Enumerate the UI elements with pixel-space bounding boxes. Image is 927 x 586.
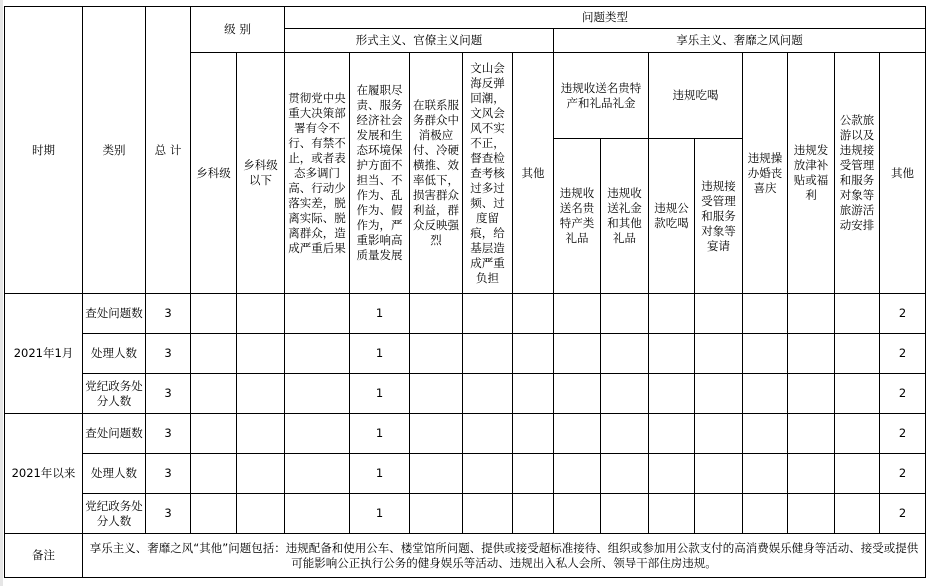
total-cell[interactable]: 3 xyxy=(146,334,191,374)
header-gifts[interactable]: 违规收送名贵特产和礼品礼金 xyxy=(554,53,649,139)
hedonism-other-cell[interactable]: 2 xyxy=(880,494,926,534)
header-period[interactable]: 时期 xyxy=(5,7,83,294)
table-row xyxy=(5,294,926,334)
header-township[interactable]: 乡科级 xyxy=(191,53,237,294)
table-row xyxy=(5,414,926,454)
hedonism-other-cell[interactable]: 2 xyxy=(880,454,926,494)
header-eating-public[interactable]: 违规公款吃喝 xyxy=(649,139,695,294)
row-header-edge xyxy=(0,0,3,586)
header-tourism[interactable]: 公款旅游以及违规接受管理和服务对象等旅游活动安排 xyxy=(835,53,880,294)
row-label[interactable]: 查处问题数 xyxy=(83,294,146,334)
header-level[interactable]: 级 别 xyxy=(191,7,285,53)
header-formalism-other[interactable]: 其他 xyxy=(513,53,554,294)
header-formalism-col-3[interactable]: 在联系服务群众中消极应付、冷硬横推、效率低下，损害群众利益，群众反映强烈 xyxy=(410,53,463,294)
remarks-text[interactable]: 享乐主义、奢靡之风“其他”问题包括：违规配备和使用公车、楼堂馆所问题、提供或接受超标准接待、组织或参加用公款支付的高消费娱乐健身等活动、接受或提供可能影响公正执行公务的健身娱乐等活动、违规出入私人会所、领导干部住房违规。 xyxy=(83,534,926,578)
header-eating[interactable]: 违规吃喝 xyxy=(649,53,743,139)
header-subsidies[interactable]: 违规发放津补贴或福利 xyxy=(788,53,835,294)
header-formalism-col-4[interactable]: 文山会海反弹回潮，文风会风不实不正，督查检查考核过多过频、过度留痕，给基层造成严重负担 xyxy=(463,53,513,294)
header-gifts-specialty[interactable]: 违规收送名贵特产类礼品 xyxy=(554,139,601,294)
header-formalism[interactable]: 形式主义、官僚主义问题 xyxy=(285,29,554,53)
header-category[interactable]: 类别 xyxy=(83,7,146,294)
total-cell[interactable]: 3 xyxy=(146,494,191,534)
statistics-table xyxy=(4,6,926,578)
table-row xyxy=(5,454,926,494)
formalism-col-2-cell[interactable]: 1 xyxy=(350,374,410,414)
hedonism-other-cell[interactable]: 2 xyxy=(880,374,926,414)
remarks-label[interactable]: 备注 xyxy=(5,534,83,578)
row-label[interactable]: 查处问题数 xyxy=(83,414,146,454)
total-cell[interactable]: 3 xyxy=(146,454,191,494)
row-label[interactable]: 处理人数 xyxy=(83,454,146,494)
formalism-col-2-cell[interactable]: 1 xyxy=(350,494,410,534)
period-cell[interactable]: 2021年1月 xyxy=(5,294,83,414)
table-row xyxy=(5,334,926,374)
header-total[interactable]: 总 计 xyxy=(146,7,191,294)
remarks-row xyxy=(5,534,926,578)
period-cell[interactable]: 2021年以来 xyxy=(5,414,83,534)
header-hedonism-other[interactable]: 其他 xyxy=(880,53,926,294)
formalism-col-2-cell[interactable]: 1 xyxy=(350,294,410,334)
row-label[interactable]: 党纪政务处分人数 xyxy=(83,374,146,414)
header-gifts-money[interactable]: 违规收送礼金和其他礼品 xyxy=(601,139,649,294)
total-cell[interactable]: 3 xyxy=(146,374,191,414)
header-formalism-col-1[interactable]: 贯彻党中央重大决策部署有令不行、有禁不止，或者表态多调门高、行动少落实差，脱离实际、脱离群众，造成严重后果 xyxy=(285,53,350,294)
total-cell[interactable]: 3 xyxy=(146,294,191,334)
header-hedonism[interactable]: 享乐主义、奢靡之风问题 xyxy=(554,29,926,53)
formalism-col-2-cell[interactable]: 1 xyxy=(350,414,410,454)
header-problem-type[interactable]: 问题类型 xyxy=(285,7,926,29)
row-label[interactable]: 处理人数 xyxy=(83,334,146,374)
row-label[interactable]: 党纪政务处分人数 xyxy=(83,494,146,534)
table-row xyxy=(5,374,926,414)
header-weddings[interactable]: 违规操办婚丧喜庆 xyxy=(743,53,788,294)
hedonism-other-cell[interactable]: 2 xyxy=(880,294,926,334)
header-eating-banquet[interactable]: 违规接受管理和服务对象等宴请 xyxy=(695,139,743,294)
formalism-col-2-cell[interactable]: 1 xyxy=(350,334,410,374)
hedonism-other-cell[interactable]: 2 xyxy=(880,334,926,374)
header-below-township[interactable]: 乡科级以下 xyxy=(237,53,285,294)
table-row xyxy=(5,494,926,534)
formalism-col-2-cell[interactable]: 1 xyxy=(350,454,410,494)
hedonism-other-cell[interactable]: 2 xyxy=(880,414,926,454)
total-cell[interactable]: 3 xyxy=(146,414,191,454)
header-formalism-col-2[interactable]: 在履职尽责、服务经济社会发展和生态环境保护方面不担当、不作为、乱作为、假作为，严重影响高质量发展 xyxy=(350,53,410,294)
